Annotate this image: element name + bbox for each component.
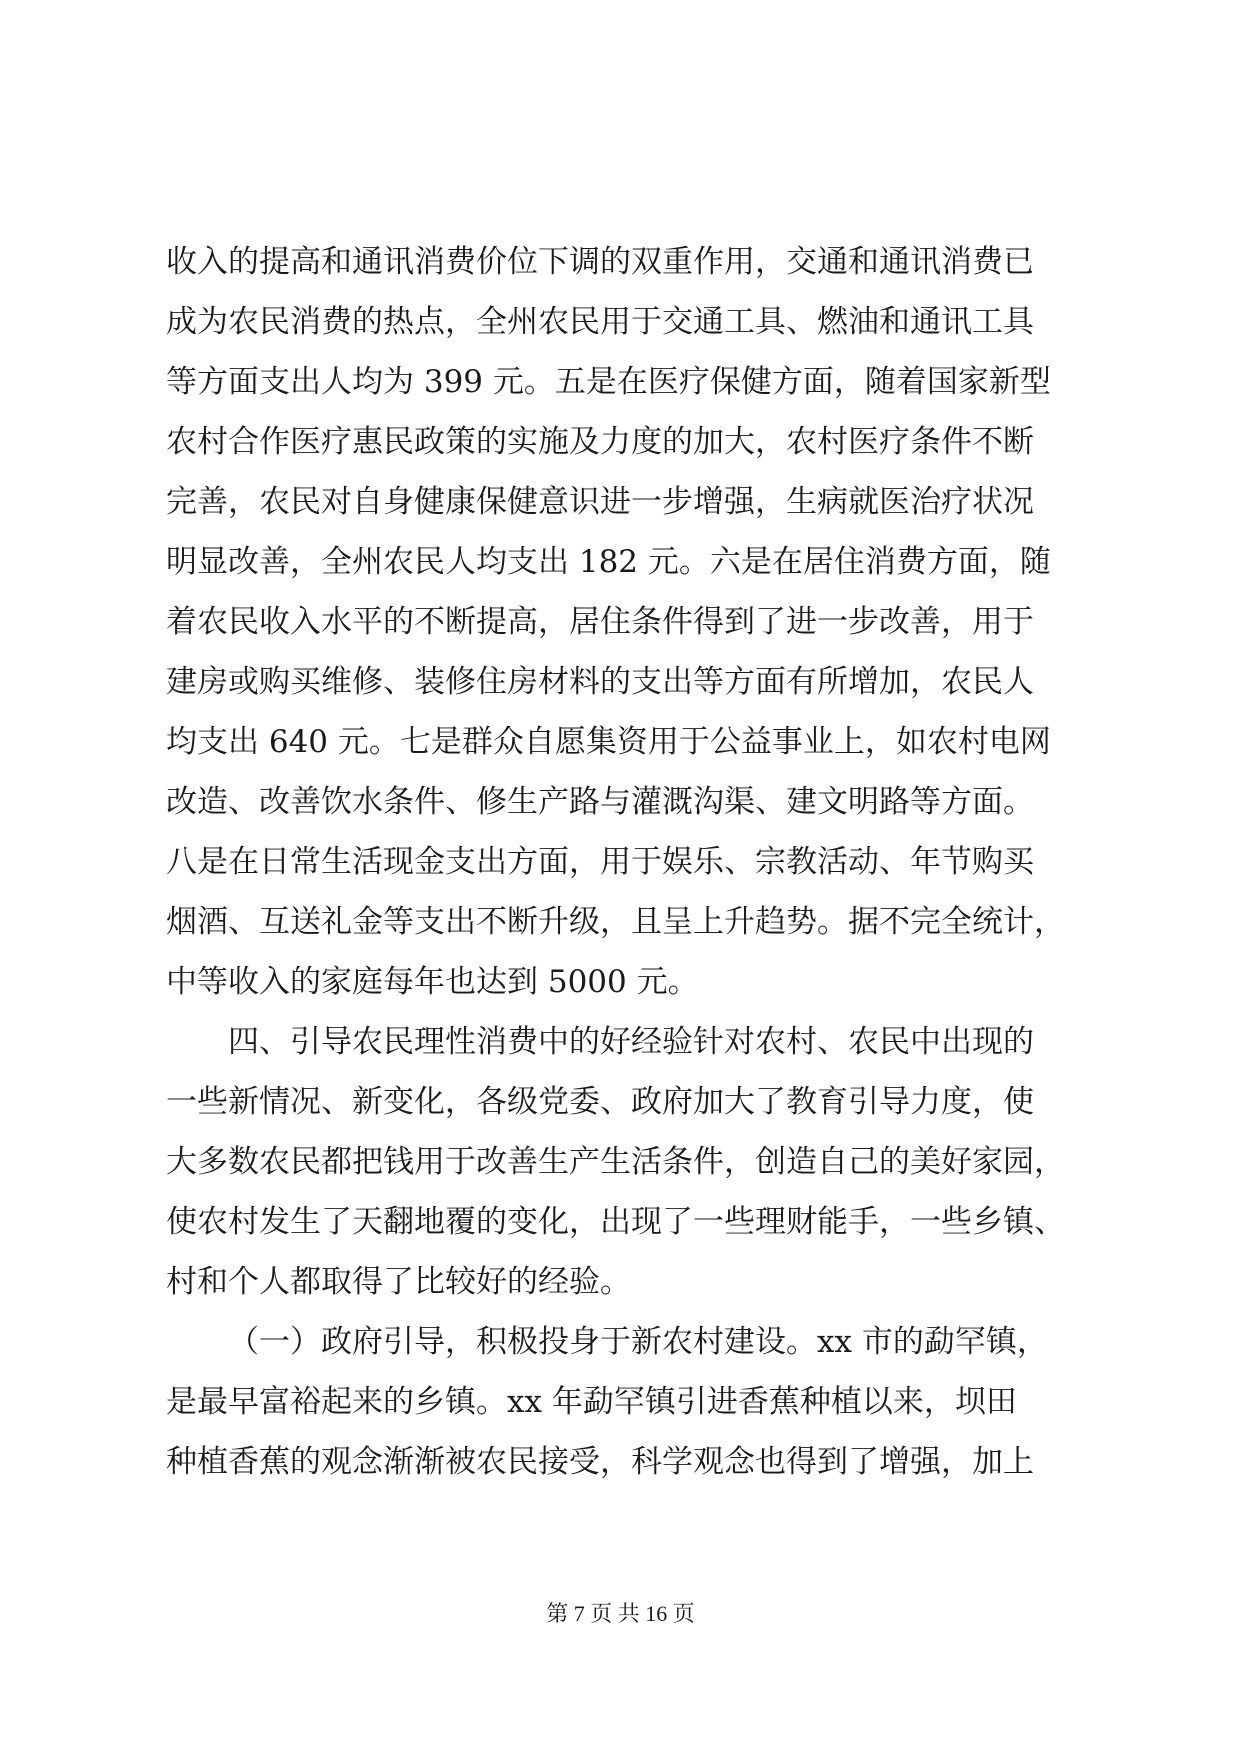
text-line: 完善，农民对自身健康保健意识进一步增强，生病就医治疗状况	[166, 484, 1034, 520]
text-line: 建房或购买维修、装修住房材料的支出等方面有所增加，农民人	[166, 664, 1034, 700]
text-line: 均支出 640 元。七是群众自愿集资用于公益事业上，如农村电网	[166, 724, 1051, 760]
text-line: 烟酒、互送礼金等支出不断升级，且呈上升趋势。据不完全统计，	[166, 904, 1065, 940]
text-line: 是最早富裕起来的乡镇。xx 年勐罕镇引进香蕉种植以来，坝田	[166, 1384, 1017, 1420]
text-line: 村和个人都取得了比较好的经验。	[166, 1264, 631, 1300]
text-line: 着农民收入水平的不断提高，居住条件得到了进一步改善，用于	[166, 604, 1034, 640]
text-line: 等方面支出人均为 399 元。五是在医疗保健方面，随着国家新型	[166, 364, 1051, 400]
text-line: 八是在日常生活现金支出方面，用于娱乐、宗教活动、年节购买	[166, 844, 1034, 880]
text-line: 明显改善，全州农民人均支出 182 元。六是在居住消费方面，随	[166, 544, 1051, 580]
text-line: 使农村发生了天翻地覆的变化，出现了一些理财能手，一些乡镇、	[166, 1204, 1065, 1240]
text-line: 一些新情况、新变化，各级党委、政府加大了教育引导力度，使	[166, 1084, 1034, 1120]
body-text	[166, 232, 1076, 1492]
page-number-footer: 第 7 页 共 16 页	[546, 1601, 695, 1626]
text-line: 改造、改善饮水条件、修生产路与灌溉沟渠、建文明路等方面。	[166, 784, 1034, 820]
text-line: 中等收入的家庭每年也达到 5000 元。	[166, 964, 699, 1000]
text-line: 收入的提高和通讯消费价位下调的双重作用，交通和通讯消费已	[166, 244, 1034, 280]
section-heading-line: 四、引导农民理性消费中的好经验针对农村、农民中出现的	[228, 1024, 1034, 1060]
text-line: 农村合作医疗惠民政策的实施及力度的加大，农村医疗条件不断	[166, 424, 1034, 460]
text-line: 大多数农民都把钱用于改善生产生活条件，创造自己的美好家园，	[166, 1144, 1065, 1180]
text-line: 种植香蕉的观念渐渐被农民接受，科学观念也得到了增强，加上	[166, 1444, 1034, 1480]
text-line: 成为农民消费的热点，全州农民用于交通工具、燃油和通讯工具	[166, 304, 1034, 340]
subsection-heading-line: （一）政府引导，积极投身于新农村建设。xx 市的勐罕镇，	[228, 1324, 1048, 1360]
